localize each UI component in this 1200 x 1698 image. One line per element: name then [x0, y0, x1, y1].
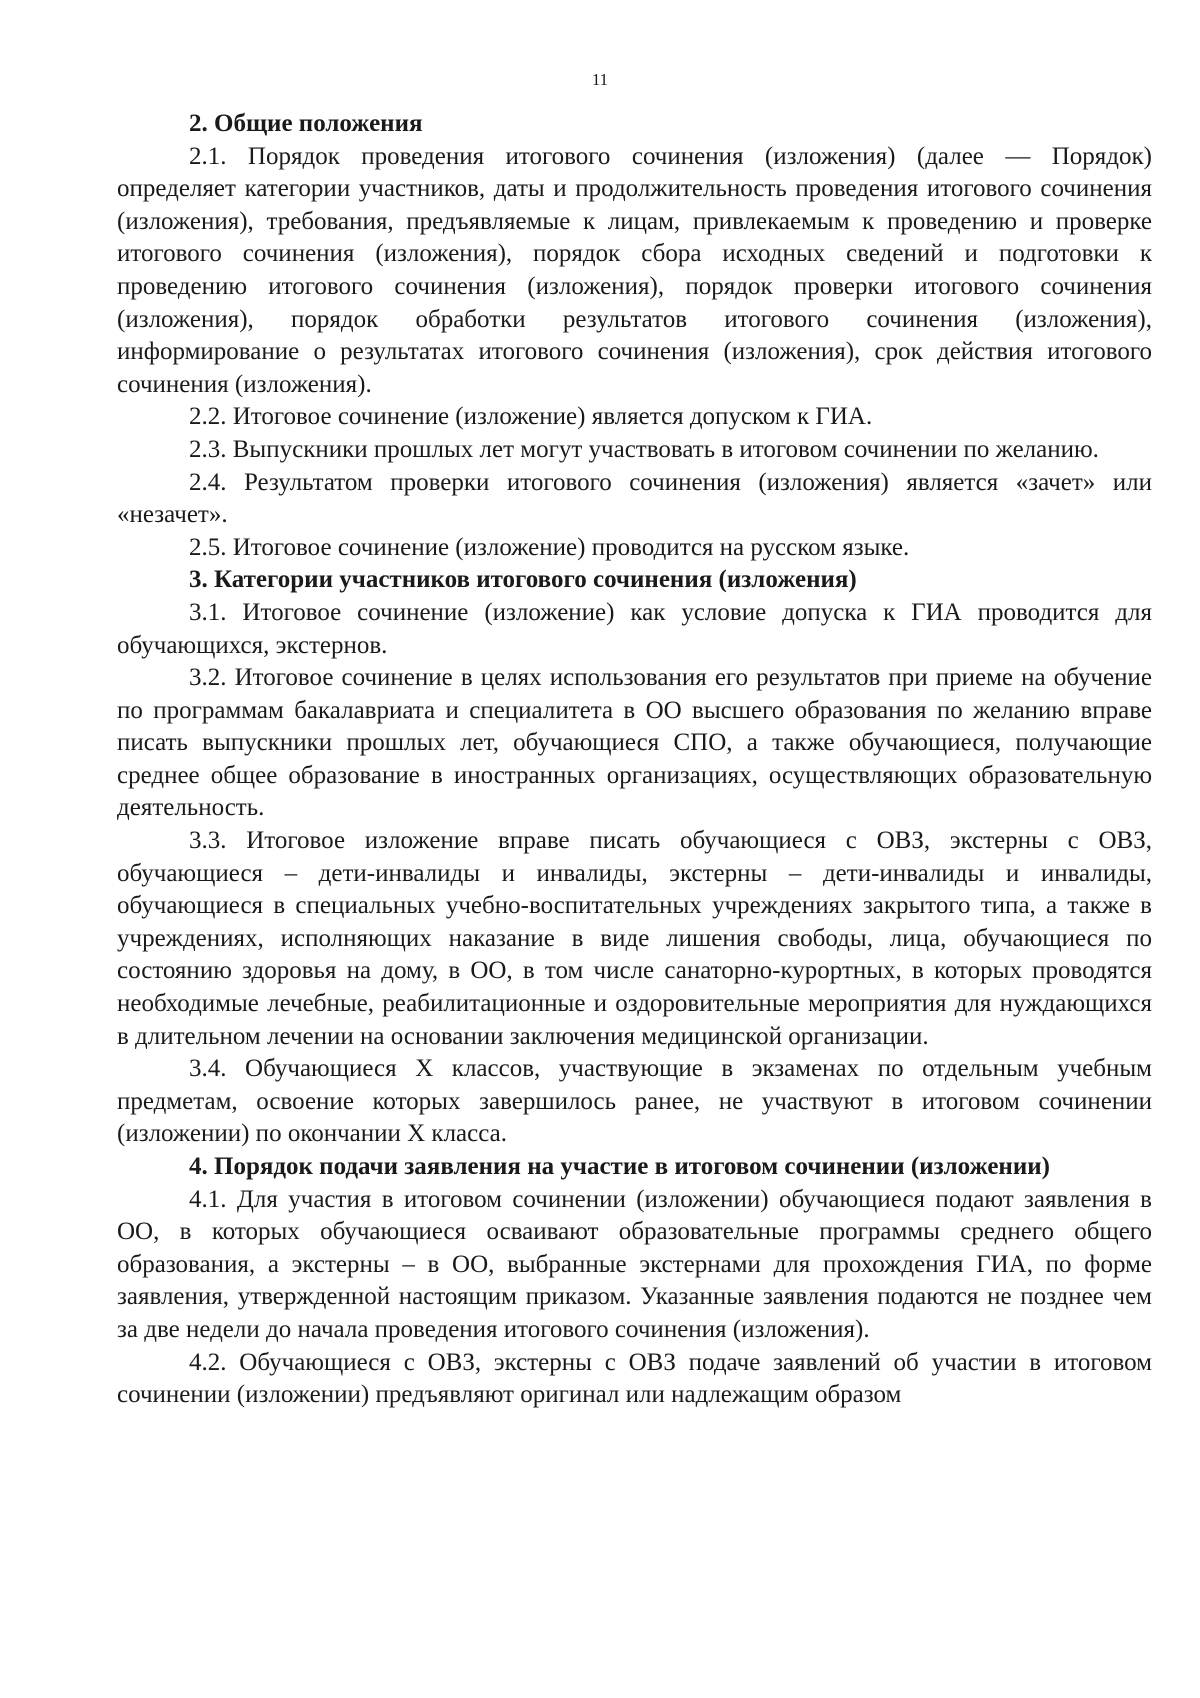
paragraph-2-1: 2.1. Порядок проведения итогового сочинения (изложения) (далее — Порядок) определяет категории участников, даты и продолжительность проведения итогового сочинения (изложения), требования, предъявляемые к лицам, привлекаемым к проведению и проверке итогового сочинения (изложения), порядок сбора исходных сведений и подготовки к проведению итогового сочинения (изложения), порядок проверки итогового сочинения (изложения), порядок обработки результатов итогового сочинения (изложения), информирование о результатах итогового сочинения (изложения), срок действия итогового сочинения (изложения). [117, 142, 1152, 398]
paragraph-3-4: 3.4. Обучающиеся X классов, участвующие в экзаменах по отдельным учебным предметам, освоение которых завершилось ранее, не участвуют в итоговом сочинении (изложении) по окончании X класса. [117, 1055, 1152, 1148]
page-number: 11 [591, 70, 609, 89]
paragraph-2-3: 2.3. Выпускники прошлых лет могут участвовать в итоговом сочинении по желанию. [189, 435, 1099, 463]
paragraph-4-1: 4.1. Для участия в итоговом сочинении (изложении) обучающиеся подают заявления в ОО, в которых обучающиеся осваивают образовательные программы среднего общего образования, а экстерны – в ОО, выбранные экстернами для прохождения ГИА, по форме заявления, утвержденной настоящим приказом. Указанные заявления подаются не позднее чем за две недели до начала проведения итогового сочинения (изложения). [117, 1185, 1152, 1343]
paragraph-3-2: 3.2. Итоговое сочинение в целях использования его результатов при приеме на обучение по программам бакалавриата и специалитета в ОО высшего образования по желанию вправе писать выпускники прошлых лет, обучающиеся СПО, а также обучающиеся, получающие среднее общее образование в иностранных организациях, осуществляющих образовательную деятельность. [117, 664, 1152, 822]
paragraph-3-1: 3.1. Итоговое сочинение (изложение) как условие допуска к ГИА проводится для обучающихся, экстернов. [117, 598, 1152, 659]
section-heading-participants: 3. Категории участников итогового сочинения (изложения) [189, 566, 857, 594]
paragraph-4-2: 4.2. Обучающиеся с ОВЗ, экстерны с ОВЗ подаче заявлений об участии в итоговом сочинении (изложении) предъявляют оригинал или надлежащим образом [117, 1348, 1152, 1409]
document-body [117, 108, 1152, 1412]
paragraph-3-3: 3.3. Итоговое изложение вправе писать обучающиеся с ОВЗ, экстерны с ОВЗ, обучающиеся – дети-инвалиды и инвалиды, экстерны – дети-инвалиды и инвалиды, обучающиеся в специальных учебно-воспитательных учреждениях закрытого типа, а также в учреждениях, исполняющих наказание в виде лишения свободы, лица, обучающиеся по состоянию здоровья на дому, в ОО, в том числе санаторно-курортных, в которых проводятся необходимые лечебные, реабилитационные и оздоровительные мероприятия для нуждающихся в длительном лечении на основании заключения медицинской организации. [117, 827, 1152, 1050]
paragraph-2-2: 2.2. Итоговое сочинение (изложение) является допуском к ГИА. [189, 403, 873, 431]
paragraph-2-4: 2.4. Результатом проверки итогового сочинения (изложения) является «зачет» или «незачет». [117, 468, 1152, 529]
paragraph-2-5: 2.5. Итоговое сочинение (изложение) проводится на русском языке. [189, 533, 910, 561]
section-heading-general: 2. Общие положения [189, 110, 423, 137]
section-heading-application: 4. Порядок подачи заявления на участие в итоговом сочинении (изложении) [189, 1153, 1050, 1180]
